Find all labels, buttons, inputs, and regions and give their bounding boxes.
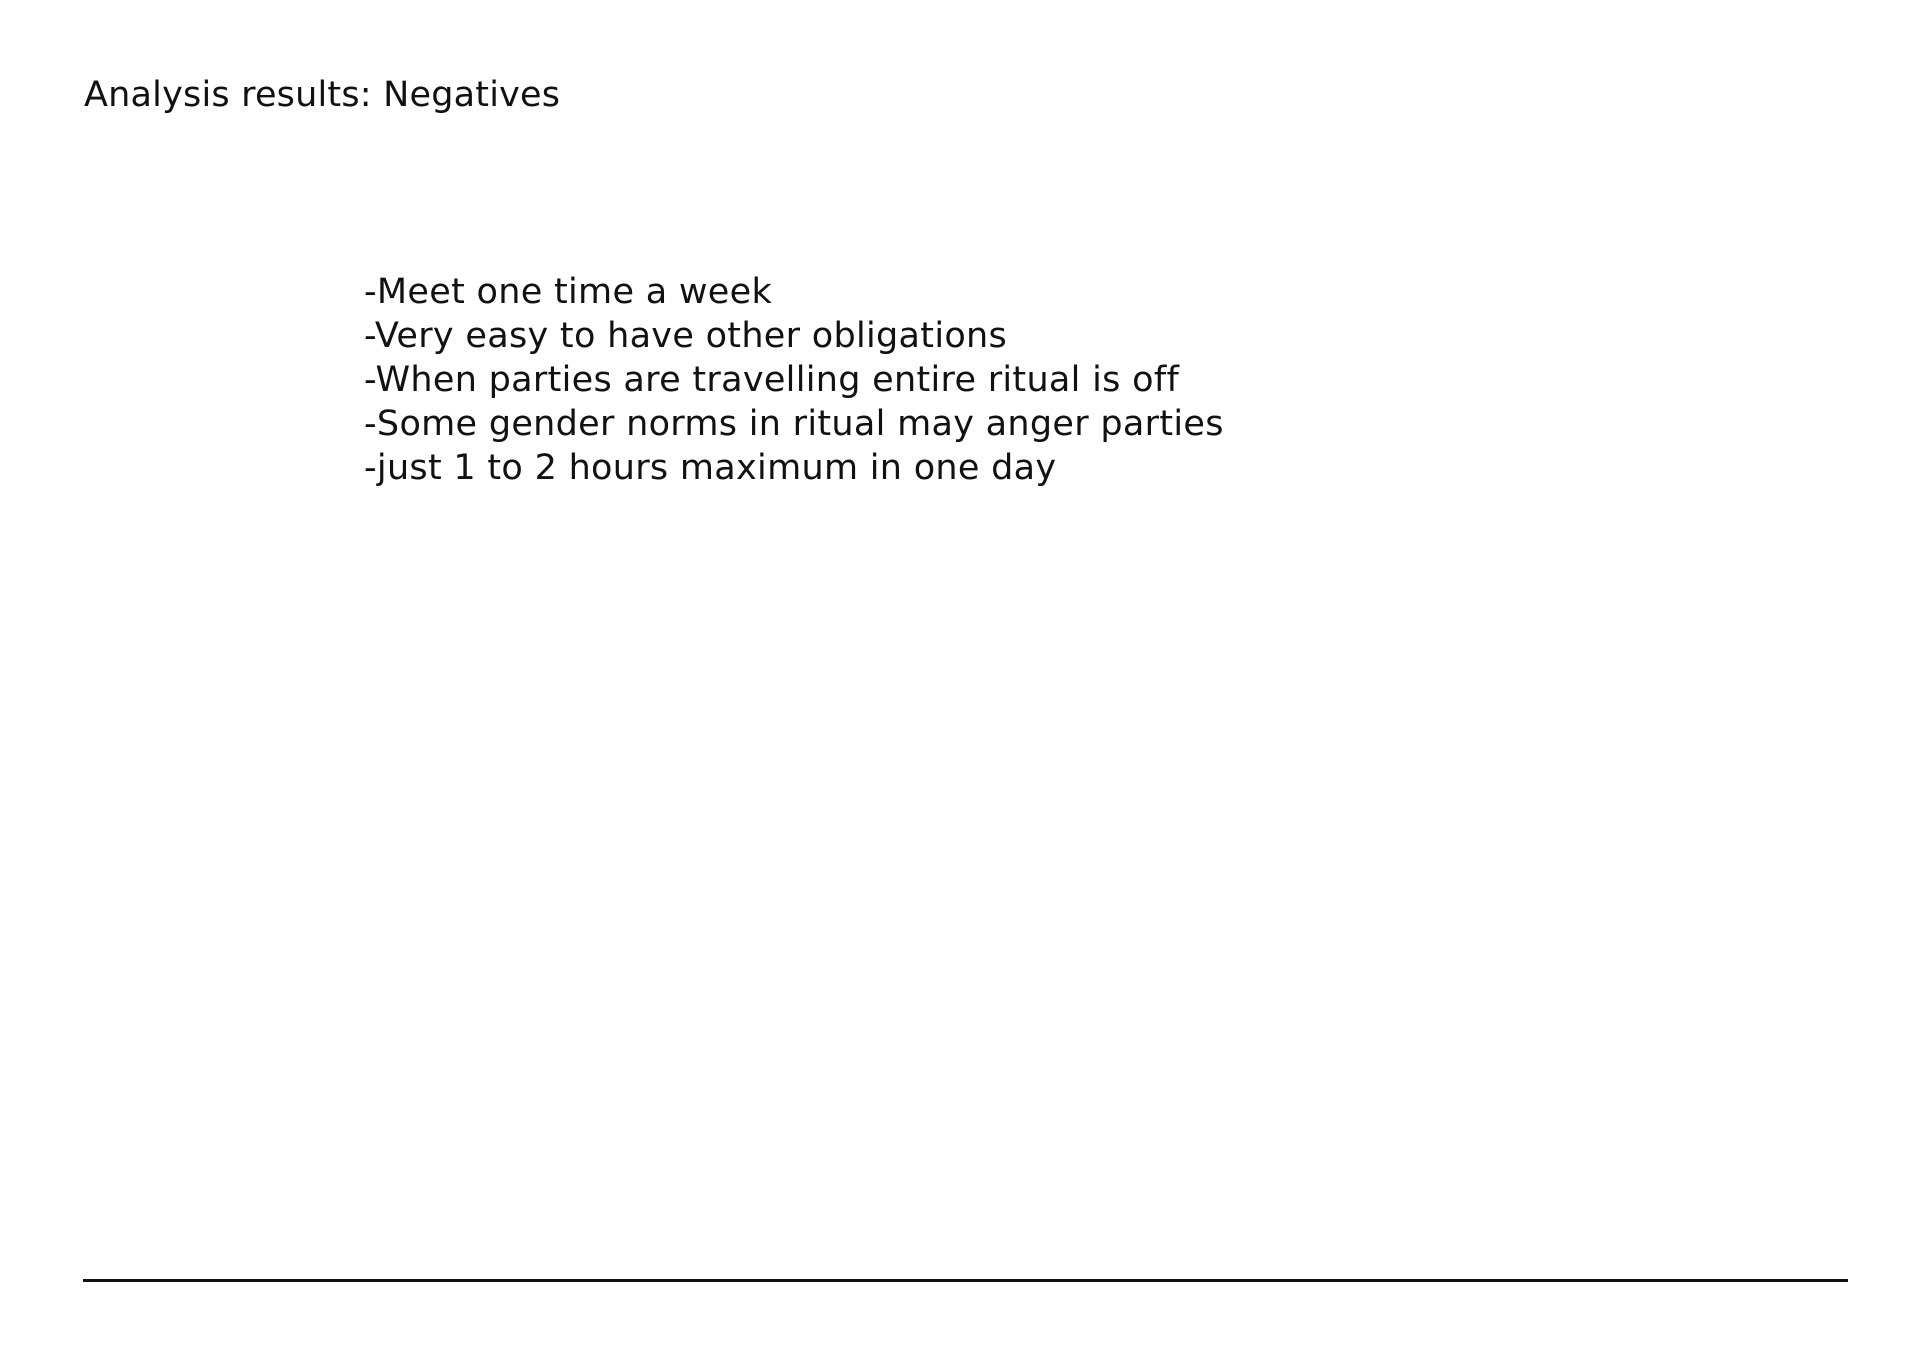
list-item: -When parties are travelling entire ritual is off [364, 360, 1180, 400]
list-item: -just 1 to 2 hours maximum in one day [364, 448, 1057, 488]
footer-divider [83, 1279, 1848, 1282]
list-item: -Some gender norms in ritual may anger parties [364, 404, 1224, 444]
slide-title: Analysis results: Negatives [84, 75, 561, 115]
negatives-list [364, 270, 1224, 490]
list-item: -Meet one time a week [364, 272, 773, 312]
list-item: -Very easy to have other obligations [364, 316, 1008, 356]
